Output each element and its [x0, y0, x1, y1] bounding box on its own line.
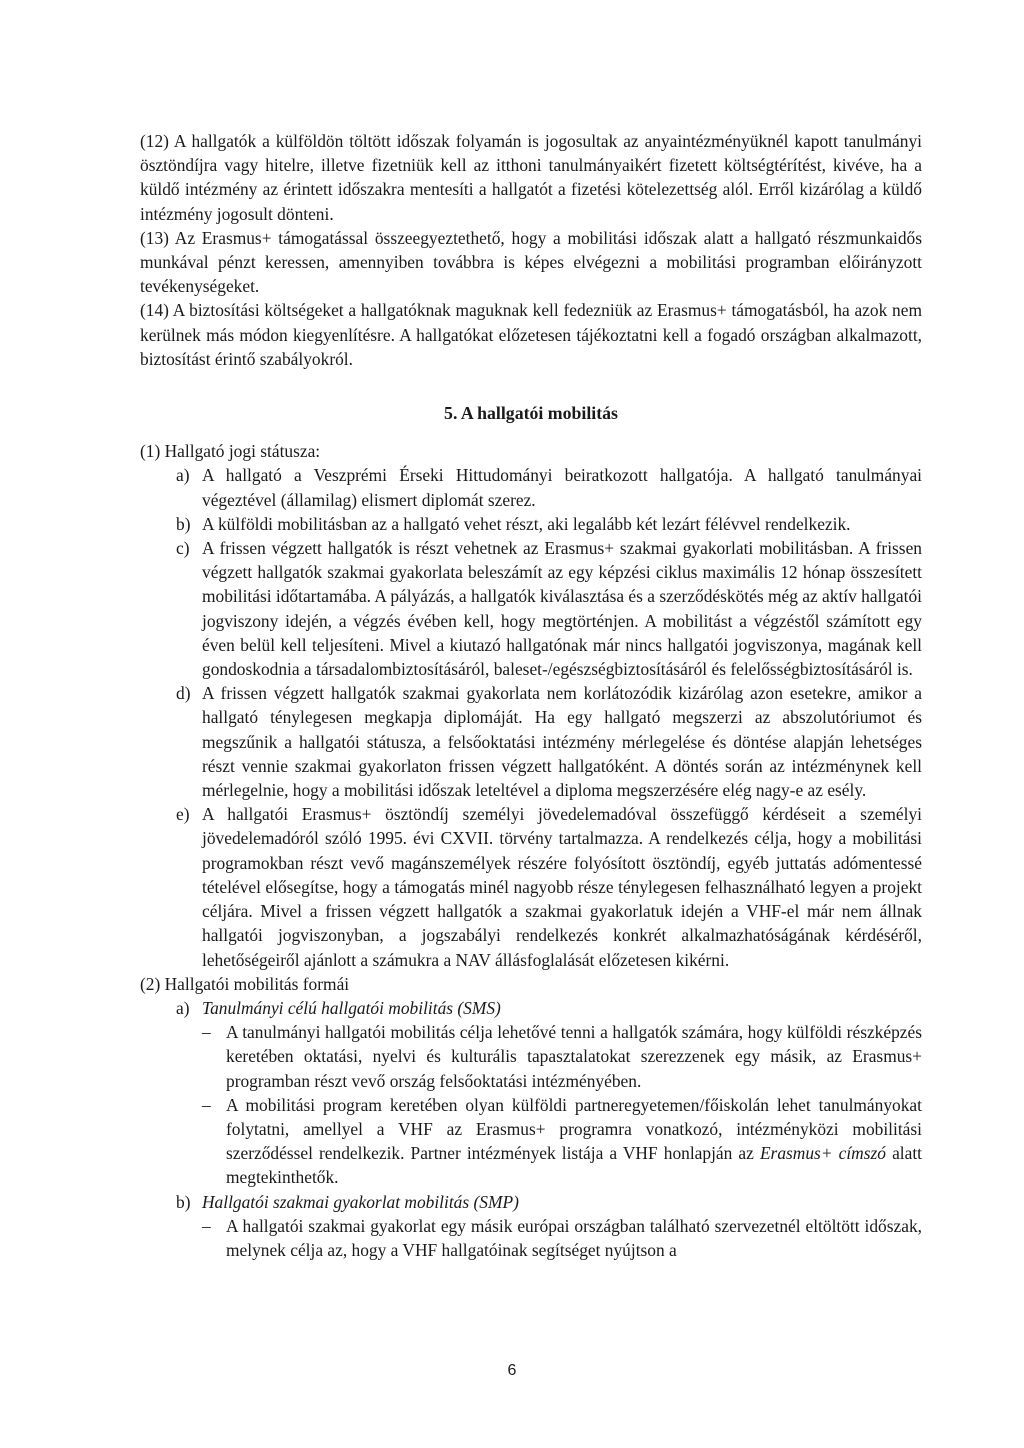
form-b-heading	[140, 1190, 922, 1214]
list-item-text: A frissen végzett hallgatók szakmai gyakorlata nem korlátozódik kizárólag azon esetekre, amikor a hallgató ténylegesen megkapja diplomáját. Ha egy hallgató megszerzi az abszolutóriumot és megszűnik a hallgatói státusza, a felsőoktatási intézmény mérlegelése és döntése alapján lehetséges részt vennie szakmai gyakorlaton frissen végzett hallgatóként. A döntés során az intézménynek kell mérlegelnie, hogy a mobilitási időszak leteltével a diploma megszerzésére elég nagy-e az esély.	[202, 683, 922, 801]
paragraph-14: (14) A biztosítási költségeket a hallgatóknak maguknak kell fedezniük az Erasmus+ támogatásból, ha azok nem kerülnek más módon kiegyenlítésre. A hallgatókat előzetesen tájékoztatni kell a fogadó országban alkalmazott, biztosítást érintő szabályokról.	[140, 300, 922, 369]
subsection-2-heading: (2) Hallgatói mobilitás formái	[140, 973, 350, 994]
dash-marker: –	[202, 1022, 211, 1043]
form-a-title: Tanulmányi célú hallgatói mobilitás (SMS)	[202, 997, 501, 1018]
form-b-title: Hallgatói szakmai gyakorlat mobilitás (SMP)	[202, 1191, 519, 1212]
dash-item	[140, 1214, 922, 1262]
list-marker: c)	[176, 538, 190, 559]
erasmus-link-text[interactable]: Erasmus+ címszó	[759, 1143, 886, 1164]
list-item-text: A frissen végzett hallgatók is részt vehetnek az Erasmus+ szakmai gyakorlati mobilitásban. A frissen végzett hallgatók szakmai gyakorlata beleszámít az egy képzési ciklus maximális 12 hónap összesített mobilitási időtartamába. A pályázás, a hallgatók kiválasztása és a szerződéskötés még az aktív hallgatói jogviszony idején, a végzés évében kell, hogy megtörténjen. A mobilitást a végzéstől számított egy éven belül kell teljesíteni. Mivel a kiutazó hallgatónak már nincs hallgatói jogviszonya, magának kell gondoskodnia a társadalombiztosításáról, baleset-/egészségbiztosításáról és felelősségbiztosításáról is.	[202, 538, 923, 680]
list-item-text: A külföldi mobilitásban az a hallgató vehet részt, aki legalább két lezárt félévvel rendelkezik.	[202, 513, 851, 534]
list-marker: b)	[176, 1191, 191, 1212]
subsection-1-heading: (1) Hallgató jogi státusza:	[140, 441, 321, 462]
dash-item-text: A tanulmányi hallgatói mobilitás célja lehetővé tenni a hallgatók számára, hogy külföldi részképzés keretében oktatási, nyelvi és kulturális tapasztalatokat szerezzenek egy másik, az Erasmus+ programban részt vevő ország felsőoktatási intézményében.	[226, 1022, 922, 1091]
list-item	[140, 536, 922, 681]
dash-item-text: A mobilitási program keretében olyan külföldi partneregyetemen/főiskolán lehet tanulmányokat folytatni, amellyel a VHF az Erasmus+ programra vonatkozó, intézményközi mobilitási szerződéssel rendelkezik. Partner intézmények listája a VHF honlapján az	[226, 1094, 922, 1164]
list-marker: e)	[176, 804, 190, 825]
list-marker: a)	[176, 997, 190, 1018]
page-number: 6	[507, 1362, 517, 1379]
list-marker: a)	[176, 465, 190, 486]
list-item	[140, 512, 922, 536]
dash-marker: –	[202, 1094, 211, 1115]
list-item	[140, 681, 922, 802]
list-item-text: A hallgató a Veszprémi Érseki Hittudományi beiratkozott hallgatója. A hallgató tanulmányai végeztével (államilag) elismert diplomát szerez.	[202, 465, 922, 510]
list-marker: d)	[176, 683, 191, 704]
paragraph-12: (12) A hallgatók a külföldön töltött időszak folyamán is jogosultak az anyaintézményüknél kapott tanulmányi ösztöndíjra vagy hitelre, illetve fizetniük kell az itthoni tanulmányaikért fizetett költségtérítést, kivéve, ha a küldő intézmény az érintett időszakra mentesíti a hallgatót a fizetési kötelezettség alól. Erről kizárólag a küldő intézmény jogosult dönteni.	[140, 131, 922, 224]
page-body	[140, 129, 922, 1262]
list-item	[140, 802, 922, 971]
dash-marker: –	[202, 1215, 211, 1236]
section-title: 5. A hallgatói mobilitás	[444, 403, 618, 424]
form-a-heading	[140, 996, 922, 1020]
subsection-1-list	[140, 463, 922, 971]
dash-item	[140, 1093, 922, 1190]
list-item-text: A hallgatói Erasmus+ ösztöndíj személyi jövedelemadóval összefüggő kérdéseit a személyi jövedelemadóról szóló 1995. évi CXVII. törvény tartalmazza. A rendelkezés célja, hogy a mobilitási programokban részt vevő magánszemélyek részére folyósított ösztöndíj, egyéb juttatás adómentessé tételével elősegítse, hogy a támogatás minél nagyobb része ténylegesen felhasználható legyen a projekt céljára. Mivel a frissen végzett hallgatók a szakmai gyakorlatuk idején a VHF-el már nem állnak hallgatói jogviszonyban, a jogszabályi rendelkezés konkrét alkalmazhatóságának kérdéséről, lehetőségeiről ajánlott a számukra a NAV állásfoglalását előzetesen kikérni.	[202, 804, 922, 970]
list-marker: b)	[176, 513, 191, 534]
list-item	[140, 463, 922, 511]
dash-item-text-end: alatt megtekinthetők.	[226, 1143, 923, 1188]
dash-item	[140, 1020, 922, 1093]
dash-item-text: A hallgatói szakmai gyakorlat egy másik európai országban található szervezetnél eltöltött időszak, melynek célja az, hogy a VHF hallgatóinak segítséget nyújtson a	[226, 1215, 922, 1260]
paragraph-13: (13) Az Erasmus+ támogatással összeegyeztethető, hogy a mobilitási időszak alatt a hallgató részmunkaidős munkával pénzt keressen, amennyiben továbbra is képes elvégezni a mobilitási programban előirányzott tevékenységeket.	[140, 227, 922, 297]
